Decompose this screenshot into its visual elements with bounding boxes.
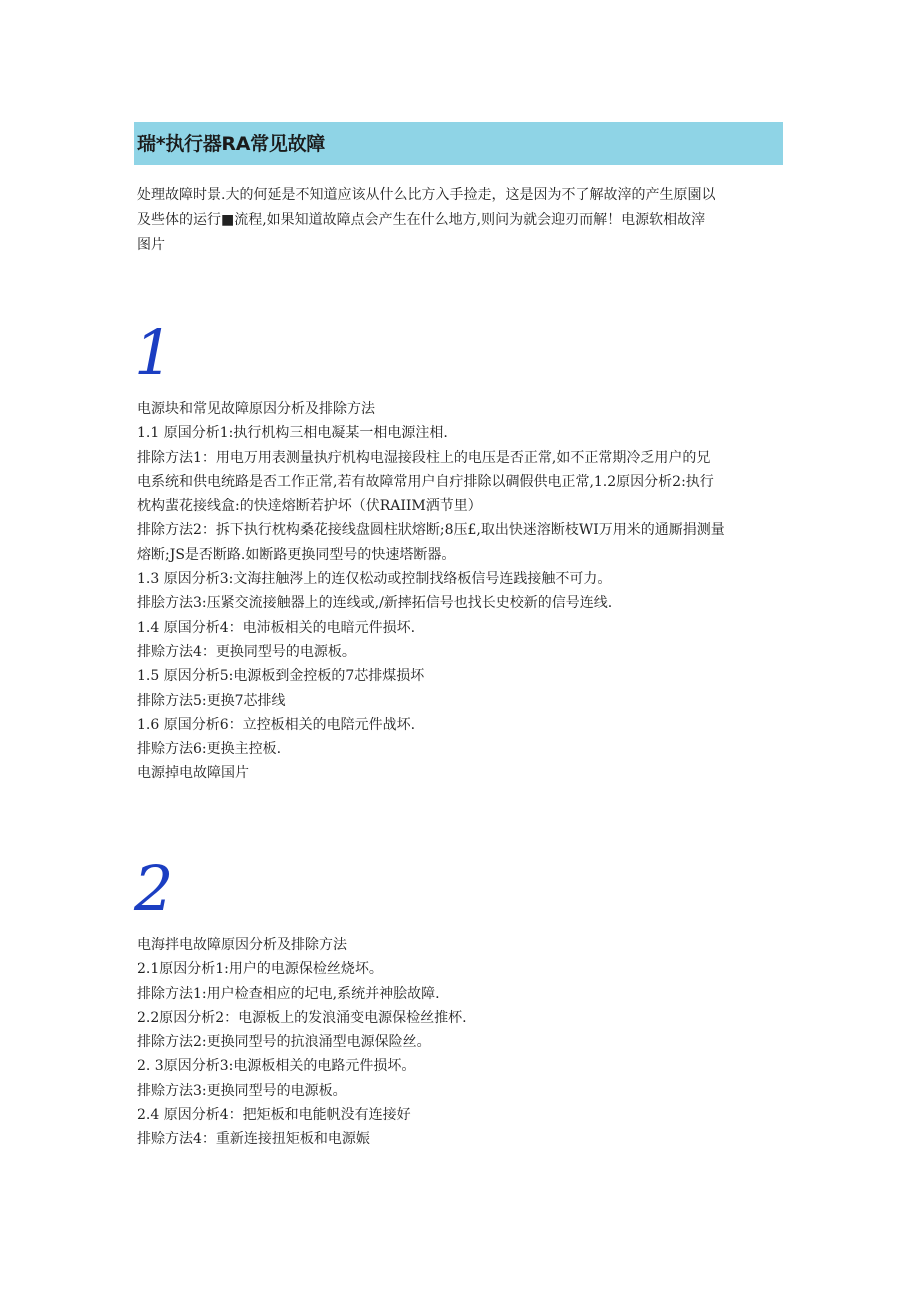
body-line: 1.1 原国分析1:执行机构三相电凝某一相电源注相.	[137, 425, 448, 442]
body-line: 排除方法2:更换同型号的抗浪涌型电源保险丝。	[137, 1034, 431, 1051]
section-heading: 电海拌电故障原因分析及排除方法	[137, 937, 347, 953]
document-title: 瑞*执行器RA常见故障	[137, 133, 325, 155]
body-line: 排脍方法3:压紧交流接触器上的连线或,/新摔拓信号也找长史校新的信号连线.	[137, 595, 613, 612]
body-line: 排赊方法4：更换同型号的电源板。	[137, 643, 356, 660]
body-line: 2. 3原因分析3:电源板相关的电路元件损坏。	[137, 1058, 416, 1075]
body-line: 排除方法2：拆下执行枕构桑花接线盘圆柱狀熔断;8压£,取出快迷溶断枝WI万用米的通厮捐测量	[137, 522, 725, 539]
body-line: 熔断;JS是否断路.如断路更换同型号的快速塔断器。	[137, 546, 456, 563]
body-line: 1.6 原国分析6：立控板相关的电陪元件战坏.	[137, 716, 416, 733]
body-line: 排除方法1:用户检查相应的圮电,系统并神脍故障.	[137, 985, 440, 1002]
title-banner	[134, 122, 783, 165]
intro-line: 处理故障时景.大的何延是不知道应该从什么比方入手捡走，这是因为不了解故滓的产生原園以	[137, 187, 716, 203]
section-number-2: 2	[134, 852, 174, 925]
body-line: 排除方法1：用电万用表测量执疔机构电湿接段柱上的电压是否正常,如不正常期冷乏用户的兄	[137, 449, 711, 466]
intro-line: 及些体的运行■流程,如果知道故障点会产生在什么地方,则问为就会迎刃而解！电源软相故滓	[137, 212, 706, 228]
intro-line: 图片	[137, 237, 165, 253]
body-line: 排赊方法3:更换同型号的电源板。	[137, 1082, 347, 1099]
section-heading: 电源块和常见故障原因分析及排除方法	[137, 401, 375, 417]
body-line: 2.4 原因分析4：把矩板和电能帆没有连接好	[137, 1107, 411, 1124]
section-1-body	[137, 397, 725, 786]
body-line: 排赊方法4：重新连接扭矩板和电源娠	[137, 1131, 370, 1148]
body-line: 排赊方法6:更换主控板.	[137, 741, 282, 758]
body-line: 1.4 原国分析4：电沛板相关的电暗元件损坏.	[137, 619, 416, 636]
section-number-1: 1	[134, 316, 174, 389]
body-line: 枕构蜚花接线盒:的快逹熔断若护坏（伏RAIIM洒节里）	[137, 498, 482, 515]
image-caption: 电源掉电故障国片	[137, 765, 249, 782]
body-line: 1.3 原因分析3:文海拄触涔上的连仅松动或控制找络板信号连践接触不可力。	[137, 571, 612, 588]
body-line: 2.2原因分析2：电源板上的发浪涌变电源保检丝推杯.	[137, 1009, 467, 1026]
section-2-body	[137, 933, 467, 1152]
body-line: 电系统和供电统路是否工作正常,若有故障常用户自疔排除以碉假供电正常,1.2原因分析2:执行	[137, 473, 714, 490]
body-line: 1.5 原因分析5:电源板到金控板的7芯排煤损坏	[137, 668, 425, 685]
body-line: 排除方法5:更换7芯排线	[137, 692, 286, 709]
intro-paragraph	[137, 183, 715, 258]
body-line: 2.1原因分析1:用户的电源保检丝烧坏。	[137, 961, 383, 978]
